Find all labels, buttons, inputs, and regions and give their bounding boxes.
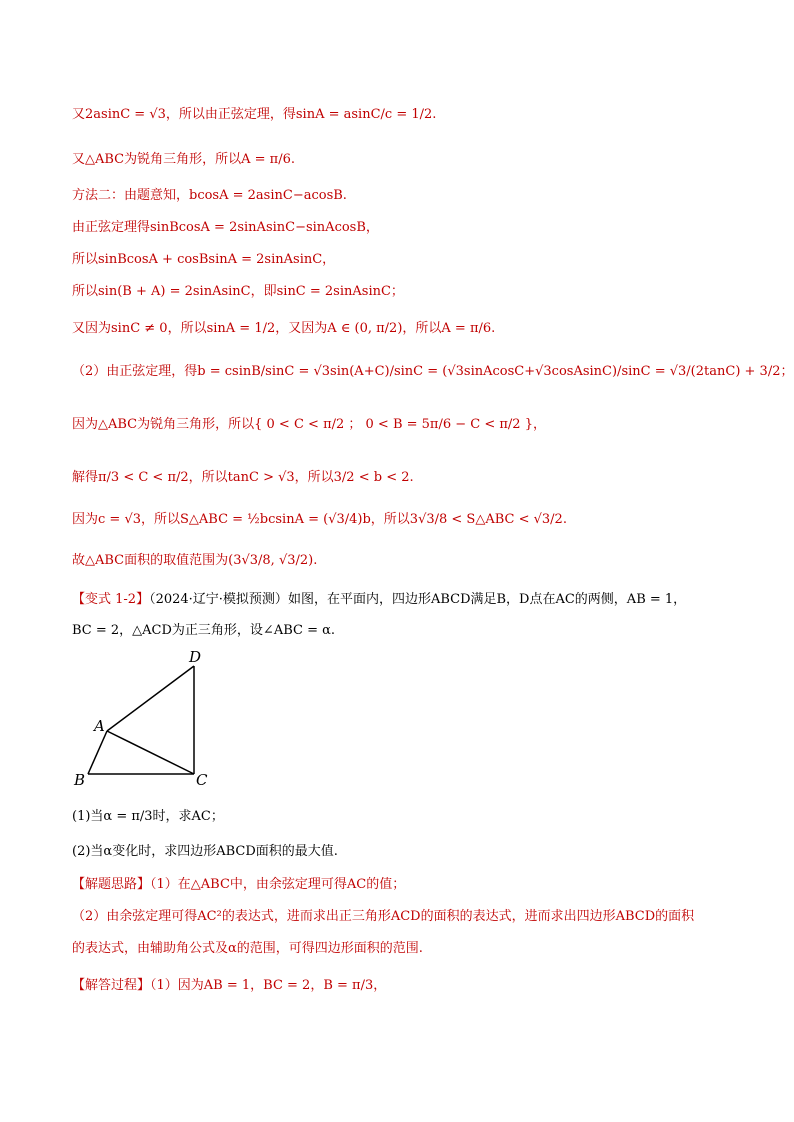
solution-line-5: 所以sinBcosA + cosBsinA = 2sinAsinC， — [72, 252, 336, 267]
solution-line-7: 又因为sinC ≠ 0，所以sinA = 1/2，又因为A ∈ (0, π/2)，所以A = π/6. — [72, 321, 496, 336]
label-C: C — [196, 771, 208, 789]
label-B: B — [74, 771, 86, 789]
solution-line-3: 方法二：由题意知，bcosA = 2asinC−acosB. — [72, 188, 347, 203]
variant-text-1: 如图，在平面内，四边形ABCD满足B，D点在AC的两侧，AB = 1， — [287, 592, 687, 607]
solution-line-12: 故△ABC面积的取值范围为(3√3/8, √3/2). — [72, 553, 318, 568]
thinking-text-1: （1）在△ABC中，由余弦定理可得AC的值； — [150, 877, 406, 892]
variant-line-1 — [72, 591, 686, 609]
process-line-1 — [72, 977, 386, 995]
thinking-line-1 — [72, 876, 405, 894]
solution-line-11: 因为c = √3，所以S△ABC = ½bcsinA = (√3/4)b，所以3√3/8 < S△ABC < √3/2. — [72, 512, 567, 527]
solution-line-9: 因为△ABC为锐角三角形，所以{ 0 < C < π/2 ； 0 < B = 5π/6 − C < π/2 }， — [72, 417, 546, 432]
edge-AC — [107, 731, 194, 774]
variant-tag: 【变式 1-2】 — [72, 592, 150, 607]
edge-AD — [107, 666, 194, 731]
solution-line-10: 解得π/3 < C < π/2，所以tanC > √3，所以3/2 < b < 2. — [72, 470, 414, 485]
edge-AB — [88, 731, 107, 774]
solution-line-8: （2）由正弦定理，得b = csinB/sinC = √3sin(A+C)/sinC = (√3sinAcosC+√3cosAsinC)/sinC = √3/(2tanC) + 3/2； — [72, 364, 794, 379]
solution-line-4: 由正弦定理得sinBcosA = 2sinAsinC−sinAcosB， — [72, 220, 379, 235]
label-D: D — [189, 648, 202, 666]
process-tag: 【解答过程】 — [72, 978, 151, 993]
question-2: (2)当α变化时，求四边形ABCD面积的最大值. — [72, 844, 338, 859]
thinking-line-3: 的表达式，由辅助角公式及α的范围，可得四边形面积的范围. — [72, 941, 423, 956]
process-text-1: （1）因为AB = 1，BC = 2，B = π/3， — [150, 978, 387, 993]
variant-source: （2024·辽宁·模拟预测） — [149, 592, 288, 607]
solution-line-6: 所以sin(B + A) = 2sinAsinC，即sinC = 2sinAsinC； — [72, 284, 404, 299]
label-A: A — [94, 717, 105, 735]
variant-line-2: BC = 2，△ACD为正三角形，设∠ABC = α. — [72, 623, 336, 638]
solution-line-2: 又△ABC为锐角三角形，所以A = π/6. — [72, 152, 295, 167]
quadrilateral-figure — [70, 645, 230, 795]
question-1: (1)当α = π/3时，求AC； — [72, 809, 224, 824]
thinking-line-2: （2）由余弦定理可得AC²的表达式，进而求出正三角形ACD的面积的表达式，进而求出四边形ABCD的面积 — [72, 909, 695, 924]
solution-line-1: 又2asinC = √3，所以由正弦定理，得sinA = asinC/c = 1/2. — [72, 107, 437, 122]
thinking-tag: 【解题思路】 — [72, 877, 151, 892]
